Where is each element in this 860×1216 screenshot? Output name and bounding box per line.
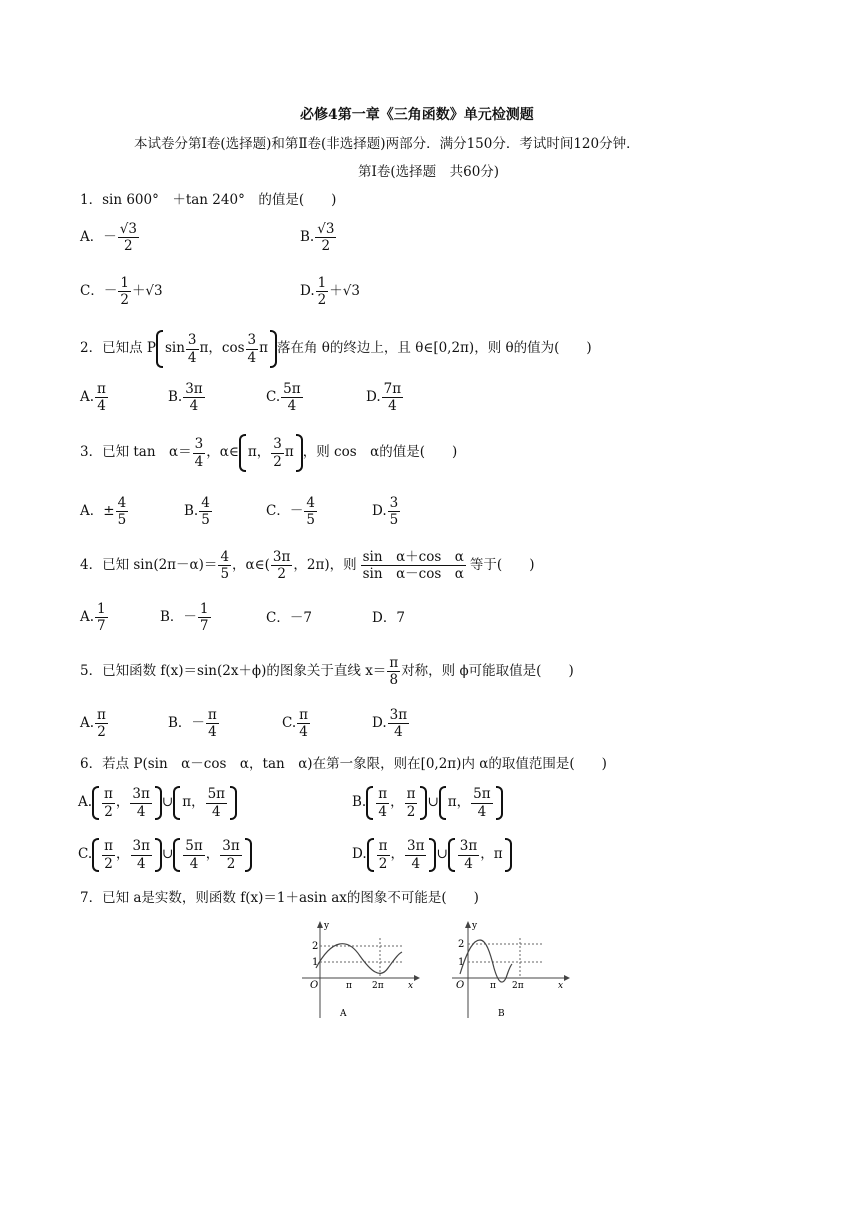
numerator: 3	[194, 436, 204, 453]
numerator: 4	[220, 549, 230, 565]
interval	[448, 838, 512, 872]
denominator: 4	[189, 398, 199, 415]
option-label: B.	[352, 794, 367, 811]
denominator: 7	[97, 618, 106, 635]
stem-text: 5．已知函数 f(x)＝sin(2x＋ϕ)的图象关于直线 x＝	[80, 662, 387, 679]
union-symbol: ∪	[427, 794, 439, 811]
fraction	[218, 550, 231, 581]
numerator: π	[104, 786, 113, 803]
q1-option-d	[300, 276, 360, 307]
numerator: 1	[317, 275, 327, 291]
question-6-stem: 6．若点 P(sin α－cos α，tan α)在第一象限，则在[0,2π)内 α的取值范围是( )	[80, 756, 607, 772]
option-label: A．±	[80, 503, 115, 520]
denominator: 2	[273, 453, 282, 470]
option-label: A．－	[80, 229, 117, 246]
q6-option-d	[352, 838, 512, 872]
x-axis-arrow	[564, 975, 570, 981]
numerator: 3π	[389, 707, 408, 723]
numerator: π	[378, 786, 388, 803]
denominator: 4	[247, 349, 257, 366]
point-coordinates	[156, 330, 277, 368]
comma: ，	[390, 794, 404, 811]
x-axis-arrow	[414, 975, 420, 981]
fraction	[206, 787, 227, 818]
y-axis-arrow	[317, 921, 323, 928]
tick-label-2: 2	[458, 939, 465, 950]
denominator: 2	[124, 238, 133, 255]
fraction	[206, 708, 219, 739]
denominator: 4	[287, 398, 297, 415]
curve	[316, 944, 402, 974]
numerator: 3π	[459, 838, 478, 855]
interval	[239, 434, 303, 472]
numerator: 3π	[222, 838, 240, 855]
option-label: C.	[266, 389, 281, 406]
question-2-stem	[80, 330, 592, 368]
numerator: 5π	[283, 381, 301, 397]
tick-label-2: 2	[312, 941, 319, 952]
question-7-stem: 7．已知 a是实数，则函数 f(x)＝1＋asin ax的图象不可能是( )	[80, 890, 479, 906]
numerator: √3	[317, 221, 335, 237]
y-axis-arrow	[465, 921, 471, 928]
tick-label-pi: π	[346, 981, 352, 991]
q4-option-b	[160, 602, 212, 633]
numerator: π	[299, 707, 309, 723]
interval-end: π	[493, 846, 503, 863]
denominator: 4	[477, 803, 487, 820]
denominator: 2	[277, 566, 286, 583]
comma: ，	[115, 794, 130, 811]
sin-text: sin	[164, 340, 185, 357]
numerator: 5π	[473, 786, 491, 803]
fraction	[118, 222, 139, 253]
option-label: D.	[352, 846, 367, 863]
q1-option-c	[80, 276, 163, 307]
numerator: 1	[120, 275, 129, 291]
stem-text: 3．已知 tan α＝	[80, 444, 192, 461]
q2-option-b	[168, 382, 206, 413]
stem-text: ，则 cos α的值是( )	[302, 444, 458, 461]
fraction	[271, 550, 292, 581]
ratio-fraction	[361, 550, 466, 581]
option-label: C.	[78, 846, 93, 863]
fraction	[458, 839, 479, 870]
q2-option-c	[266, 382, 304, 413]
graph-a	[296, 918, 420, 1024]
axis-label-x: x	[408, 981, 414, 991]
denominator: 2	[321, 238, 331, 255]
fraction	[377, 839, 390, 870]
q3-option-a	[80, 496, 129, 527]
denominator: sin α－cos α	[362, 566, 464, 583]
interval	[92, 838, 162, 872]
denominator: 4	[136, 855, 146, 872]
denominator: 4	[194, 453, 204, 470]
q5-option-c	[282, 708, 311, 739]
comma: ，	[480, 846, 494, 863]
q2-option-d	[366, 382, 404, 413]
fraction	[297, 708, 310, 739]
tick-label-2pi: 2π	[372, 981, 384, 991]
q4-option-c: C．－7	[266, 610, 312, 626]
stem-text: 对称，则 ϕ可能取值是( )	[401, 662, 574, 679]
fraction	[130, 787, 151, 818]
option-tail: ＋√3	[329, 283, 360, 300]
q6-option-a	[78, 786, 237, 820]
interval	[92, 786, 162, 820]
numerator: 3π	[132, 786, 150, 803]
numerator: √3	[119, 221, 137, 237]
denominator: 2	[317, 292, 327, 309]
numerator: 5π	[207, 786, 226, 803]
q5-option-a	[80, 708, 109, 739]
denominator: 2	[406, 803, 416, 820]
option-label: A.	[80, 609, 95, 626]
numerator: 3π	[185, 381, 203, 397]
fraction	[388, 496, 401, 527]
denominator: 5	[389, 512, 399, 529]
option-label: B．－	[168, 715, 205, 732]
exam-intro: 本试卷分第Ⅰ卷(选择题)和第Ⅱ卷(非选择题)两部分．满分150分．考试时间120分钟．	[134, 136, 640, 152]
fraction	[199, 496, 212, 527]
denominator: 4	[411, 855, 421, 872]
option-tail: ＋√3	[131, 283, 163, 300]
denominator: 2	[104, 803, 113, 820]
numerator: π	[97, 381, 106, 397]
interval	[366, 786, 427, 820]
denominator: 2	[226, 855, 236, 872]
option-label: B．－	[160, 609, 197, 626]
fraction	[95, 708, 108, 739]
numerator: 3	[389, 495, 399, 511]
fraction	[376, 787, 389, 818]
denominator: 2	[97, 724, 106, 741]
denominator: 4	[208, 724, 217, 741]
denominator: 4	[378, 803, 387, 820]
option-label: B.	[300, 229, 315, 246]
fraction	[281, 382, 302, 413]
denominator: 2	[378, 855, 388, 872]
denominator: 5	[117, 512, 127, 529]
denominator: 7	[199, 618, 209, 635]
union-symbol: ∪	[436, 846, 448, 863]
denominator: 5	[201, 512, 210, 529]
denominator: 4	[394, 724, 403, 741]
numerator: π	[378, 838, 388, 855]
fraction	[246, 333, 259, 364]
numerator: π	[207, 707, 217, 723]
interval	[173, 786, 237, 820]
numerator: 5π	[185, 838, 203, 855]
denominator: 5	[306, 512, 315, 529]
numerator: π	[406, 786, 416, 803]
stem-text: 等于( )	[469, 556, 535, 573]
cos-text: cos	[221, 340, 245, 357]
numerator: 3	[273, 436, 282, 453]
fraction	[304, 496, 317, 527]
axis-label-y: y	[324, 921, 330, 931]
option-label: C．－	[266, 503, 304, 520]
option-label: B.	[184, 503, 199, 520]
numerator: 1	[199, 601, 209, 617]
numerator: 3π	[272, 549, 291, 565]
denominator: 4	[189, 855, 199, 872]
q5-option-b	[168, 708, 220, 739]
stem-text: 4．已知 sin(2π－α)＝	[80, 556, 218, 573]
fraction	[316, 276, 329, 307]
numerator: π	[389, 655, 399, 671]
page-title: 必修4第一章《三角函数》单元检测题	[300, 107, 534, 123]
denominator: 2	[104, 855, 113, 872]
denominator: 2	[120, 292, 129, 309]
origin-label: O	[456, 980, 465, 991]
option-label: D.	[372, 715, 387, 732]
q5-option-d	[372, 708, 410, 739]
q3-option-d	[372, 496, 401, 527]
q3-option-b	[184, 496, 213, 527]
q3-option-c	[266, 496, 318, 527]
option-label: A.	[80, 715, 95, 732]
numerator: 1	[97, 601, 106, 617]
fraction	[315, 222, 336, 253]
option-label: B.	[168, 389, 183, 406]
option-label: A.	[80, 389, 95, 406]
numerator: 4	[117, 495, 127, 511]
fraction	[183, 839, 204, 870]
option-label: D.	[366, 389, 381, 406]
tick-label-1: 1	[458, 957, 465, 968]
q4-option-d: D．7	[372, 610, 405, 626]
union-symbol: ∪	[161, 794, 174, 811]
union-symbol: ∪	[161, 846, 174, 863]
origin-label: O	[310, 980, 319, 991]
fraction	[198, 602, 211, 633]
fraction	[183, 382, 204, 413]
fraction	[382, 382, 403, 413]
q4-option-a	[80, 602, 109, 633]
denominator: 5	[220, 566, 230, 583]
numerator: 3	[187, 332, 197, 349]
option-label: C．－	[80, 283, 118, 300]
denominator: 4	[187, 349, 197, 366]
comma: ，	[390, 846, 405, 863]
denominator: 8	[389, 672, 399, 689]
numerator: 3π	[132, 838, 150, 855]
interval	[367, 838, 437, 872]
denominator: 4	[212, 803, 221, 820]
interval-start: π，	[247, 444, 271, 461]
stem-text: ，α∈(	[232, 556, 270, 573]
interval-start: π，	[182, 794, 205, 811]
fraction	[405, 839, 426, 870]
numerator: 3π	[407, 838, 425, 855]
q1-option-a	[80, 222, 140, 253]
tick-label-2pi: 2π	[512, 981, 524, 991]
fraction	[131, 839, 152, 870]
q6-option-b	[352, 786, 503, 820]
numerator: π	[104, 838, 114, 855]
comma: ，	[205, 846, 220, 863]
numerator: 7π	[383, 381, 402, 397]
numerator: π	[97, 707, 106, 723]
numerator: 4	[306, 495, 315, 511]
fraction	[387, 656, 400, 687]
denominator: 4	[299, 724, 308, 741]
comma: ，	[116, 846, 130, 863]
fraction	[405, 787, 418, 818]
stem-text: 2．已知点 P	[80, 340, 156, 357]
pi-text: π	[284, 444, 294, 461]
question-4-stem	[80, 550, 534, 581]
interval	[439, 786, 503, 820]
fraction	[220, 839, 241, 870]
stem-text: ，α∈	[206, 444, 239, 461]
q6-option-c	[78, 838, 252, 872]
axis-label-y: y	[472, 921, 478, 931]
stem-text: ，2π)，则	[293, 556, 357, 573]
numerator: 3	[247, 332, 257, 349]
option-label: D.	[300, 283, 315, 300]
q1-option-b	[300, 222, 337, 253]
denominator: 4	[388, 398, 397, 415]
question-1-stem: 1．sin 600° ＋tan 240° 的值是( )	[80, 192, 337, 208]
numerator: sin α＋cos α	[362, 549, 464, 565]
axis-label-x: x	[558, 981, 564, 991]
option-label: A.	[78, 794, 93, 811]
interval	[173, 838, 251, 872]
tick-label-1: 1	[312, 957, 319, 968]
fraction	[193, 437, 206, 468]
fraction	[95, 382, 108, 413]
fraction	[186, 333, 199, 364]
denominator: 4	[97, 398, 106, 415]
fraction	[271, 437, 284, 468]
stem-text: 落在角 θ的终边上，且 θ∈[0,2π)，则 θ的值为( )	[276, 340, 592, 357]
option-label: D.	[372, 503, 387, 520]
pi-text: π	[259, 340, 268, 357]
section-title: 第Ⅰ卷(选择题 共60分)	[358, 164, 500, 180]
fraction	[116, 496, 129, 527]
pi-text: π，	[199, 340, 222, 357]
question-5-stem	[80, 656, 574, 687]
fraction	[95, 602, 108, 633]
graph-label: B	[498, 1009, 505, 1019]
fraction	[102, 787, 115, 818]
denominator: 4	[136, 803, 146, 820]
fraction	[118, 276, 131, 307]
fraction	[471, 787, 492, 818]
interval-start: π，	[447, 794, 471, 811]
tick-label-pi: π	[490, 981, 496, 991]
graph-b	[446, 918, 570, 1024]
fraction	[388, 708, 409, 739]
fraction	[102, 839, 115, 870]
graph-label: A	[340, 1009, 347, 1019]
question-3-stem	[80, 434, 457, 472]
denominator: 4	[464, 855, 473, 872]
option-label: C.	[282, 715, 297, 732]
q2-option-a	[80, 382, 109, 413]
numerator: 4	[201, 495, 210, 511]
